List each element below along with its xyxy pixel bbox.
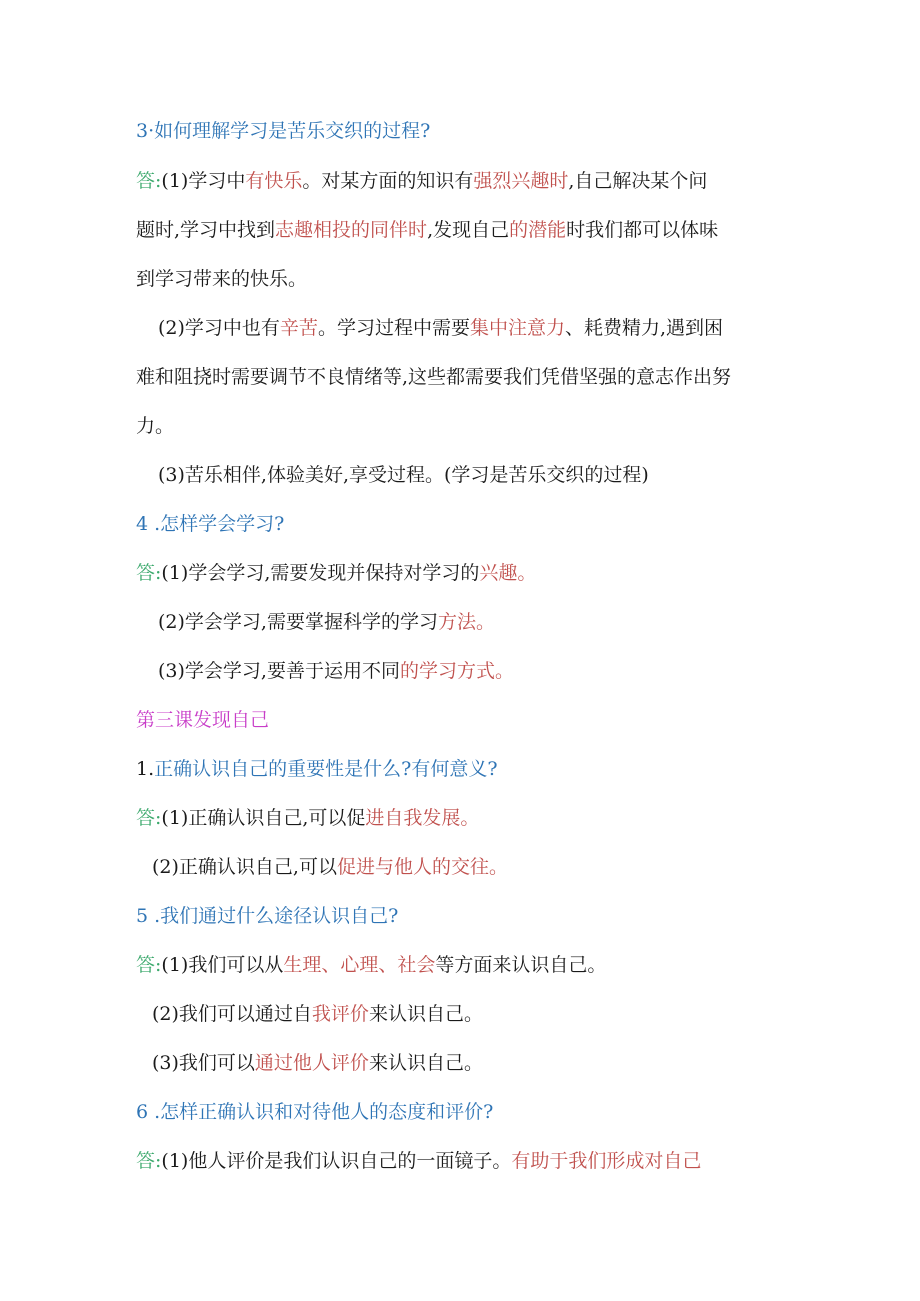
- text-segment: 答:: [136, 1150, 162, 1172]
- q4-answer-3: [158, 658, 514, 684]
- text-segment: 正确认识自己的重要性是什么?有何意义?: [154, 758, 498, 780]
- q3-answer-1-line-2: [136, 217, 718, 243]
- text-segment: (1)我们可以从: [161, 954, 284, 976]
- text-segment: 答:: [136, 562, 162, 584]
- text-segment: 兴趣。: [479, 562, 537, 584]
- text-segment: 的潜能: [509, 219, 567, 241]
- q1-title: [136, 756, 498, 782]
- text-segment: 难和阻挠时需要调节不良情绪等,这些都需要我们凭借坚强的意志作出努: [136, 366, 732, 388]
- q5-answer-1: [136, 952, 606, 978]
- text-segment: 的学习方式。: [399, 660, 514, 682]
- text-segment: 生理、心理、社会: [283, 954, 436, 976]
- q1-answer-2: [152, 854, 508, 880]
- text-segment: ,自己解决某个问: [568, 170, 708, 192]
- text-segment: 4 .怎样学会学习?: [136, 513, 285, 535]
- text-segment: (2)正确认识自己,可以: [152, 856, 337, 878]
- text-segment: 、耗费精力,遇到困: [564, 317, 724, 339]
- text-segment: 来认识自己。: [368, 1052, 483, 1074]
- q5-answer-2: [152, 1001, 483, 1027]
- text-segment: 到学习带来的快乐。: [136, 268, 308, 290]
- text-segment: 时我们都可以体味: [566, 219, 719, 241]
- text-segment: 第三课发现自己: [136, 709, 270, 731]
- text-segment: 我评价: [311, 1003, 369, 1025]
- text-segment: (1)他人评价是我们认识自己的一面镜子。: [161, 1150, 512, 1172]
- text-segment: 答:: [136, 954, 162, 976]
- q5-answer-3: [152, 1050, 483, 1076]
- text-segment: 力。: [136, 415, 175, 437]
- text-segment: (3)苦乐相伴,体验美好,享受过程。(学习是苦乐交织的过程): [158, 464, 649, 486]
- text-segment: 答:: [136, 170, 162, 192]
- text-segment: 答:: [136, 807, 162, 829]
- q3-answer-2-line-2: [136, 364, 731, 390]
- text-segment: (1)学会学习,需要发现并保持对学习的: [161, 562, 480, 584]
- lesson-3-heading: [136, 707, 269, 733]
- text-segment: (1)正确认识自己,可以促: [161, 807, 366, 829]
- text-segment: 有快乐: [245, 170, 303, 192]
- q4-title: [136, 511, 284, 537]
- text-segment: 通过他人评价: [254, 1052, 369, 1074]
- q4-answer-2: [158, 609, 495, 635]
- text-segment: (2)学习中也有: [158, 317, 280, 339]
- q3-answer-3: [158, 462, 649, 488]
- text-segment: 有助于我们形成对自己: [511, 1150, 702, 1172]
- text-segment: 辛苦: [279, 317, 318, 339]
- text-segment: (1)学习中: [161, 170, 246, 192]
- text-segment: 6 .怎样正确认识和对待他人的态度和评价?: [136, 1101, 494, 1123]
- text-segment: 方法。: [437, 611, 495, 633]
- q3-answer-1-line-3: [136, 266, 307, 292]
- text-segment: 来认识自己。: [368, 1003, 483, 1025]
- text-segment: (3)学会学习,要善于运用不同: [158, 660, 400, 682]
- text-segment: 1.: [136, 758, 155, 780]
- q3-answer-2-line-3: [136, 413, 174, 439]
- text-segment: 3·如何理解学习是苦乐交织的过程?: [136, 120, 431, 142]
- text-segment: 5 .我们通过什么途径认识自己?: [136, 905, 399, 927]
- q3-answer-1-line-1: [136, 168, 707, 194]
- q5-title: [136, 903, 398, 929]
- q3-answer-2-line-1: [158, 315, 723, 341]
- text-segment: 题时,学习中找到: [136, 219, 276, 241]
- text-segment: 志趣相投的同伴时: [275, 219, 428, 241]
- text-segment: 。对某方面的知识有: [302, 170, 474, 192]
- text-segment: 等方面来认识自己。: [435, 954, 607, 976]
- text-segment: 促进与他人的交往。: [336, 856, 508, 878]
- text-segment: 进自我发展。: [365, 807, 480, 829]
- text-segment: (2)学会学习,需要掌握科学的学习: [158, 611, 438, 633]
- text-segment: 。学习过程中需要: [317, 317, 470, 339]
- q4-answer-1: [136, 560, 536, 586]
- text-segment: (2)我们可以通过自: [152, 1003, 312, 1025]
- text-segment: 集中注意力: [469, 317, 565, 339]
- q6-answer-1: [136, 1148, 701, 1174]
- q3-title: [136, 118, 430, 144]
- q1-answer-1: [136, 805, 479, 831]
- q6-title: [136, 1099, 493, 1125]
- text-segment: (3)我们可以: [152, 1052, 255, 1074]
- text-segment: ,发现自己: [427, 219, 510, 241]
- text-segment: 强烈兴趣时: [473, 170, 569, 192]
